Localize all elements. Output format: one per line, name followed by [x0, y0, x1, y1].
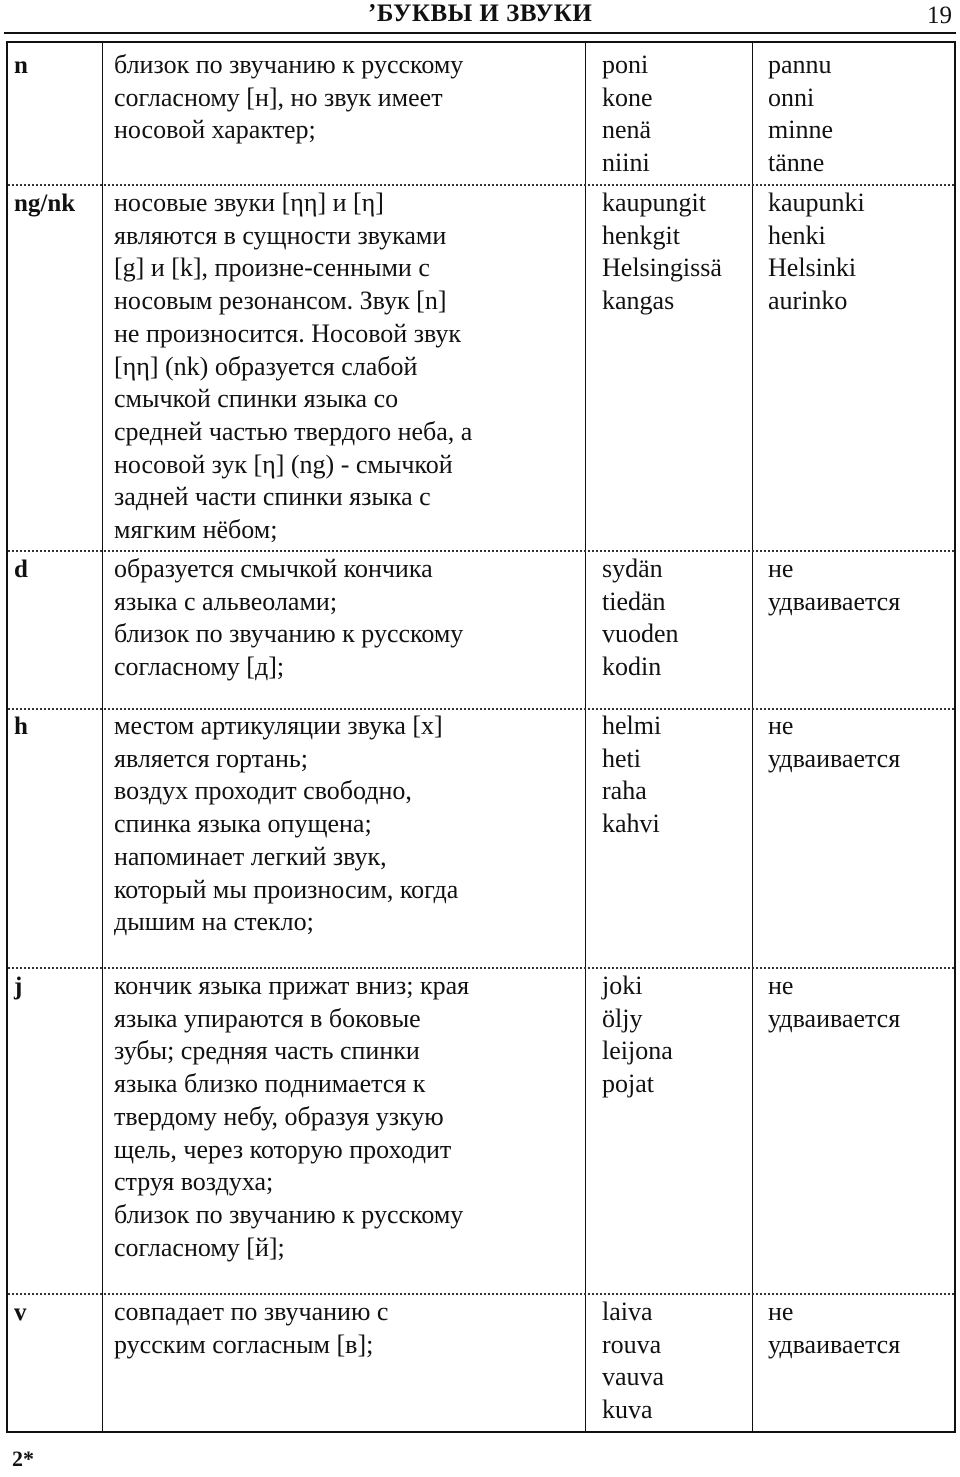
example-double-cell [768, 49, 833, 180]
description-cell-line: напоминает легкий звук, [114, 841, 387, 871]
example-word-cell-line: leijona [602, 1036, 673, 1066]
example-double-cell [768, 710, 900, 775]
letter-cell: d [14, 556, 28, 583]
description-cell-line: не произносится. Носовой звук [114, 318, 462, 348]
description-cell [114, 553, 463, 684]
description-cell-line: смычкой спинки языка со [114, 384, 399, 414]
description-cell-line: который мы произносим, когда [114, 874, 459, 904]
description-cell [114, 49, 463, 147]
example-word-cell [602, 49, 653, 180]
example-double-cell-line: henki [768, 220, 826, 250]
description-cell-line: близок по звучанию к русскому [114, 50, 464, 79]
example-double-cell [768, 187, 865, 318]
example-double-cell [768, 553, 900, 618]
description-cell-line: согласному [й]; [114, 1232, 285, 1262]
row-divider [8, 550, 954, 552]
description-cell-line: средней частью твердого неба, а [114, 416, 473, 446]
description-cell-line: [ηη] (nk) образуется слабой [114, 351, 418, 381]
row-divider [8, 184, 954, 186]
description-cell-line: твердому небу, образуя узкую [114, 1101, 444, 1131]
description-cell-line: щель, через которую проходит [114, 1134, 452, 1164]
example-double-cell [768, 1296, 900, 1361]
letters-sounds-table [6, 41, 956, 1433]
description-cell [114, 1296, 388, 1361]
example-word-cell-line: Helsingissä [602, 253, 722, 283]
example-word-cell [602, 970, 673, 1101]
page-number: 19 [927, 2, 952, 29]
description-cell-line: языка упираются в боковые [114, 1003, 421, 1033]
example-word-cell-line: heti [602, 743, 641, 773]
example-word-cell-line: kuva [602, 1395, 653, 1425]
example-word-cell-line: henkgit [602, 220, 680, 250]
description-cell-line: носовой зук [η] (ng) - смычкой [114, 449, 453, 479]
header-rule [4, 32, 956, 34]
example-double-cell-line: Helsinki [768, 253, 857, 283]
page-title: ʼБУКВЫ И ЗВУКИ [368, 0, 593, 27]
description-cell-line: задней части спинки языка с [114, 482, 431, 512]
letter-cell: v [14, 1299, 27, 1326]
example-word-cell-line: helmi [602, 711, 662, 740]
example-double-cell-line: удваивается [768, 1003, 901, 1033]
example-word-cell-line: laiva [602, 1297, 653, 1326]
description-cell-line: местом артикуляции звука [х] [114, 711, 443, 740]
description-cell-line: дышим на стекло; [114, 907, 314, 937]
description-cell-line: согласному [н], но звук имеет [114, 82, 443, 112]
description-cell [114, 710, 458, 939]
example-double-cell-line: не [768, 971, 794, 1000]
example-word-cell-line: kone [602, 82, 653, 112]
example-double-cell-line: не [768, 554, 794, 583]
example-double-cell-line: kaupunki [768, 188, 865, 217]
example-double-cell-line: onni [768, 82, 815, 112]
letter-cell: ng/nk [14, 190, 76, 217]
description-cell-line: русским согласным [в]; [114, 1329, 374, 1359]
example-word-cell-line: kahvi [602, 809, 660, 839]
signature-mark: 2* [12, 1446, 34, 1471]
example-word-cell-line: kodin [602, 652, 662, 682]
example-word-cell-line: kaupungit [602, 188, 706, 217]
description-cell-line: образуется смычкой кончика [114, 554, 433, 583]
description-cell-line: согласному [д]; [114, 652, 285, 682]
description-cell-line: кончик языка прижат вниз; края [114, 971, 470, 1000]
example-word-cell-line: kangas [602, 286, 675, 316]
column-divider [752, 43, 753, 1431]
example-double-cell-line: не [768, 1297, 794, 1326]
example-word-cell-line: tiedän [602, 586, 666, 616]
column-divider [585, 43, 586, 1431]
description-cell-line: носовой характер; [114, 115, 316, 145]
example-word-cell-line: niini [602, 148, 650, 178]
example-double-cell [768, 970, 900, 1035]
description-cell-line: спинка языка опущена; [114, 809, 372, 839]
example-word-cell-line: joki [602, 971, 643, 1000]
description-cell-line: совпадает по звучанию с [114, 1297, 389, 1326]
example-word-cell-line: poni [602, 50, 649, 79]
example-word-cell-line: öljy [602, 1003, 643, 1033]
example-word-cell-line: vuoden [602, 619, 679, 649]
description-cell-line: являются в сущности звуками [114, 220, 447, 250]
row-divider [8, 967, 954, 969]
letter-cell: h [14, 713, 28, 740]
example-double-cell-line: minne [768, 115, 833, 145]
example-word-cell [602, 1296, 664, 1427]
example-word-cell-line: sydän [602, 554, 663, 583]
description-cell [114, 187, 472, 547]
row-divider [8, 1293, 954, 1295]
example-double-cell-line: pannu [768, 50, 832, 79]
column-divider [102, 43, 103, 1431]
page-header [0, 0, 960, 32]
description-cell [114, 970, 469, 1264]
description-cell-line: языка с альвеолами; [114, 586, 338, 616]
example-word-cell [602, 553, 679, 684]
example-double-cell-line: не [768, 711, 794, 740]
description-cell-line: струя воздуха; [114, 1167, 274, 1197]
description-cell-line: языка близко поднимается к [114, 1069, 426, 1099]
description-cell-line: близок по звучанию к русскому [114, 1199, 464, 1229]
description-cell-line: носовым резонансом. Звук [n] [114, 286, 447, 316]
description-cell-line: близок по звучанию к русскому [114, 619, 464, 649]
example-word-cell [602, 710, 661, 841]
example-word-cell-line: pojat [602, 1069, 654, 1099]
example-double-cell-line: tänne [768, 148, 825, 178]
example-word-cell-line: raha [602, 776, 647, 806]
description-cell-line: мягким нёбом; [114, 515, 278, 545]
description-cell-line: воздух проходит свободно, [114, 776, 412, 806]
example-double-cell-line: aurinko [768, 286, 848, 316]
example-double-cell-line: удваивается [768, 1329, 901, 1359]
example-word-cell-line: nenä [602, 115, 652, 145]
description-cell-line: является гортань; [114, 743, 308, 773]
description-cell-line: носовые звуки [ηη] и [η] [114, 188, 384, 217]
letter-cell: n [14, 52, 28, 79]
example-word-cell-line: vauva [602, 1362, 665, 1392]
example-double-cell-line: удваивается [768, 743, 901, 773]
example-word-cell-line: rouva [602, 1329, 662, 1359]
letter-cell: j [14, 973, 23, 1000]
example-word-cell [602, 187, 722, 318]
example-double-cell-line: удваивается [768, 586, 901, 616]
description-cell-line: [g] и [k], произне-сенными с [114, 253, 430, 283]
description-cell-line: зубы; средняя часть спинки [114, 1036, 420, 1066]
